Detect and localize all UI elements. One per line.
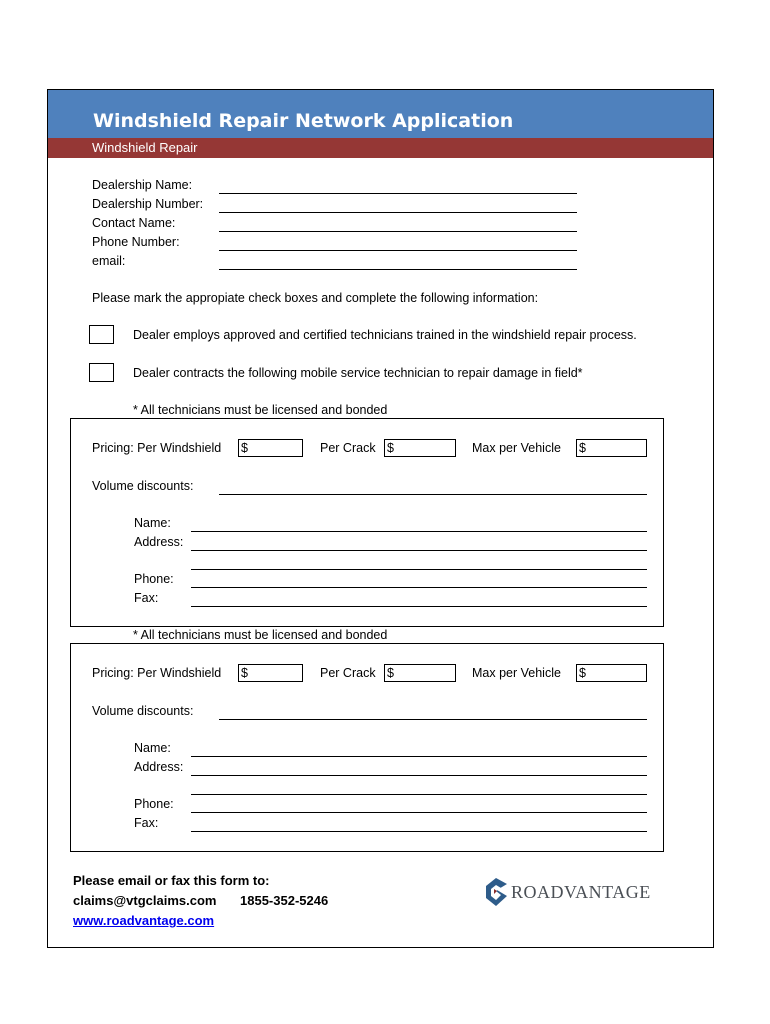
- roadvantage-logo-text: ROADVANTAGE: [511, 882, 651, 902]
- per-windshield-input[interactable]: $: [238, 439, 303, 457]
- per-crack-input[interactable]: $: [384, 439, 456, 457]
- technician-phone-label: Phone:: [134, 572, 174, 586]
- technician-address-field[interactable]: [191, 550, 647, 551]
- dealership-name-label: Dealership Name:: [92, 178, 193, 192]
- technician-address-field-2[interactable]: [191, 569, 647, 570]
- employs-technicians-label: Dealer employs approved and certified technicians trained in the windshield repair process.: [133, 328, 637, 342]
- max-per-vehicle-input[interactable]: $: [576, 664, 647, 682]
- employs-technicians-checkbox[interactable]: [89, 325, 114, 344]
- website-link[interactable]: www.roadvantage.com: [73, 913, 215, 928]
- submission-heading: Please email or fax this form to:: [73, 873, 270, 888]
- technician-fax-field[interactable]: [191, 831, 647, 832]
- pricing-per-windshield-label: Pricing: Per Windshield: [92, 441, 222, 455]
- technician-name-label: Name:: [134, 741, 171, 755]
- technician-section: [70, 643, 664, 852]
- email-label: email:: [92, 254, 126, 268]
- licensing-note: * All technicians must be licensed and bonded: [133, 403, 388, 417]
- technician-address-label: Address:: [134, 535, 184, 549]
- form-title: Windshield Repair Network Application: [93, 110, 514, 132]
- per-crack-input[interactable]: $: [384, 664, 456, 682]
- subtitle-band: [48, 138, 713, 158]
- technician-address-label: Address:: [134, 760, 184, 774]
- technician-address-field-2[interactable]: [191, 794, 647, 795]
- application-form: [47, 89, 714, 948]
- instructions-text: Please mark the appropiate check boxes and complete the following information:: [92, 291, 539, 305]
- max-per-vehicle-input[interactable]: $: [576, 439, 647, 457]
- technician-section: [70, 418, 664, 627]
- volume-discounts-label: Volume discounts:: [92, 479, 194, 493]
- contracts-technician-label: Dealer contracts the following mobile service technician to repair damage in field*: [133, 366, 583, 380]
- technician-phone-field[interactable]: [191, 812, 647, 813]
- volume-discounts-field[interactable]: [219, 494, 647, 495]
- technician-name-field[interactable]: [191, 531, 647, 532]
- form-subtitle: Windshield Repair: [92, 140, 198, 155]
- volume-discounts-field[interactable]: [219, 719, 647, 720]
- roadvantage-logo: [483, 876, 651, 908]
- max-per-vehicle-label: Max per Vehicle: [472, 666, 561, 680]
- technician-fax-label: Fax:: [134, 816, 159, 830]
- dealership-number-label: Dealership Number:: [92, 197, 204, 211]
- technician-name-label: Name:: [134, 516, 171, 530]
- max-per-vehicle-label: Max per Vehicle: [472, 441, 561, 455]
- title-band: [48, 90, 713, 138]
- contracts-technician-checkbox[interactable]: [89, 363, 114, 382]
- technician-phone-label: Phone:: [134, 797, 174, 811]
- phone-number-label: Phone Number:: [92, 235, 180, 249]
- roadvantage-logo-icon: [483, 876, 509, 908]
- volume-discounts-label: Volume discounts:: [92, 704, 194, 718]
- technician-phone-field[interactable]: [191, 587, 647, 588]
- licensing-note: * All technicians must be licensed and bonded: [133, 628, 388, 642]
- dealership-number-field[interactable]: [219, 212, 577, 213]
- dealership-name-field[interactable]: [219, 193, 577, 194]
- per-crack-label: Per Crack: [320, 441, 376, 455]
- technician-fax-field[interactable]: [191, 606, 647, 607]
- claims-email-link[interactable]: claims@vtgclaims.com: [73, 893, 217, 908]
- phone-number-field[interactable]: [219, 250, 577, 251]
- claims-phone: 1855-352-5246: [240, 893, 329, 908]
- per-windshield-input[interactable]: $: [238, 664, 303, 682]
- contact-name-field[interactable]: [219, 231, 577, 232]
- pricing-per-windshield-label: Pricing: Per Windshield: [92, 666, 222, 680]
- contact-name-label: Contact Name:: [92, 216, 176, 230]
- email-field[interactable]: [219, 269, 577, 270]
- technician-address-field[interactable]: [191, 775, 647, 776]
- technician-name-field[interactable]: [191, 756, 647, 757]
- technician-fax-label: Fax:: [134, 591, 159, 605]
- per-crack-label: Per Crack: [320, 666, 376, 680]
